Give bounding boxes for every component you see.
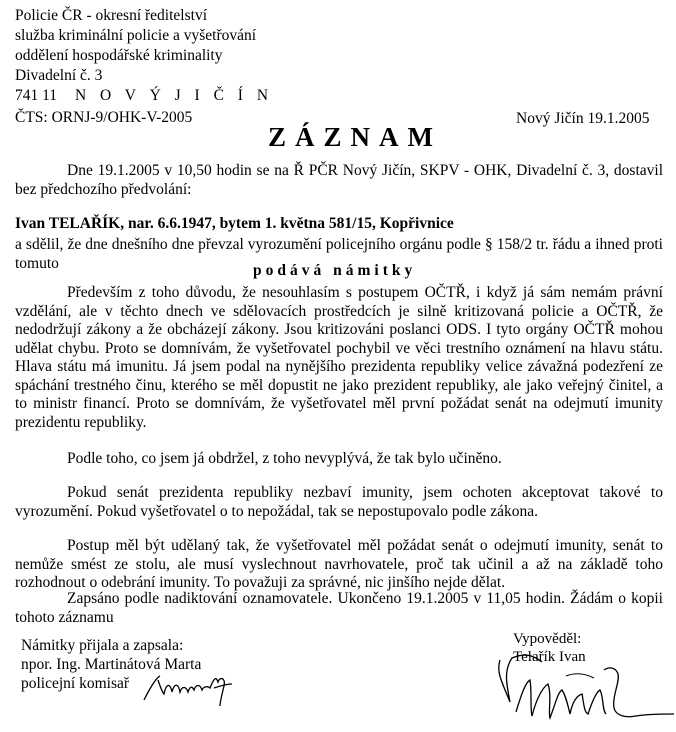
paragraph: Postup měl být udělaný tak, že vyšetřovatel měl požádat senát o odejmutí imunity, senát to nemůže smést ze stolu, ale musí vyslechnout navrhovatele, proč tak učinil a až na základě toho rozhodnout o odebrání imunity. To považuji za správné, nic jinšího nejde dělat. <box>15 537 663 591</box>
letterhead-line: Divadelní č. 3 <box>15 67 103 84</box>
statement-intro: a sdělil, že dne dnešního dne převzal vyrozumění policejního orgánu podle § 158/2 tr. řádu a ihned proti tomuto <box>15 236 663 272</box>
officer-signature-icon <box>140 672 250 708</box>
city: N O V Ý J I Č Í N <box>74 87 274 104</box>
paragraph: Především z toho důvodu, že nesouhlasím s postupem OČTŘ, i když já sám nemám právní vzdělání, ale v těchto dnech ve sdělovacích prostředcích je silně kritizovaná policie a OČTŘ, že nedodržují zákony a že obcházejí zákony. Jsou kritizováni poslanci ODS. I tyto orgány OČTŘ mohou udělat chybu. Proto se domnívám, že vyšetřovatel pochybil ve věci trestního oznámení na hlavu státu. Hlava státu má imunitu. Já jsem podal na nynějšího prezidenta republiky velice závažná podezření ze spáchání trestného činu, kterého se měl dopustit ne jako prezident republiky, ale jako veřejný činitel, a to ministr financí. Proto se domnívám, že vyšetřovatel měl první požádat senát na odejmutí imunity prezidentu republiky. <box>15 284 663 431</box>
paragraph: Zapsáno podle nadiktování oznamovatele. Ukončeno 19.1.2005 v 11,05 hodin. Žádám o kopii tohoto záznamu <box>15 590 663 626</box>
person-details: Ivan TELAŘÍK, nar. 6.6.1947, bytem 1. května 581/15, Kopřivnice <box>15 215 454 232</box>
letterhead-line: služba kriminální policie a vyšetřování <box>15 27 257 44</box>
section-subtitle: podává námitky <box>253 262 417 279</box>
officer-name: npor. Ing. Martinátová Marta <box>21 656 202 673</box>
officer-role-line: Námitky přijala a zapsala: <box>21 637 184 654</box>
document-title: ZÁZNAM <box>268 122 442 152</box>
deponent-name: Telařík Ivan <box>513 649 586 665</box>
officer-title: policejní komisař <box>21 675 130 692</box>
reference-number: ČTS: ORNJ-9/OHK-V-2005 <box>15 109 193 126</box>
letterhead-line: Policie ČR - okresní ředitelství <box>15 7 208 24</box>
place-date: Nový Jičín 19.1.2005 <box>516 110 650 127</box>
paragraph: Pokud senát prezidenta republiky nezbaví imunity, jsem ochoten akceptovat takové to vyrozumění. Pokud vyšetřovatel o to nepožádal, tak se nepostupovalo podle zákona. <box>15 484 663 520</box>
postal-code: 741 11 <box>15 87 58 104</box>
deponent-label: Vypověděl: <box>513 631 582 647</box>
intro-paragraph: Dne 19.1.2005 v 10,50 hodin se na Ř PČR Nový Jičín, SKPV - OHK, Divadelní č. 3, dostavil bez předchozího předvolání: <box>15 162 663 198</box>
letterhead-address <box>15 86 273 106</box>
paragraph: Podle toho, co jsem já obdržel, z toho nevyplývá, že tak bylo učiněno. <box>67 450 502 467</box>
deponent-signature-icon <box>486 652 676 732</box>
letterhead-line: oddělení hospodářské kriminality <box>15 47 223 64</box>
